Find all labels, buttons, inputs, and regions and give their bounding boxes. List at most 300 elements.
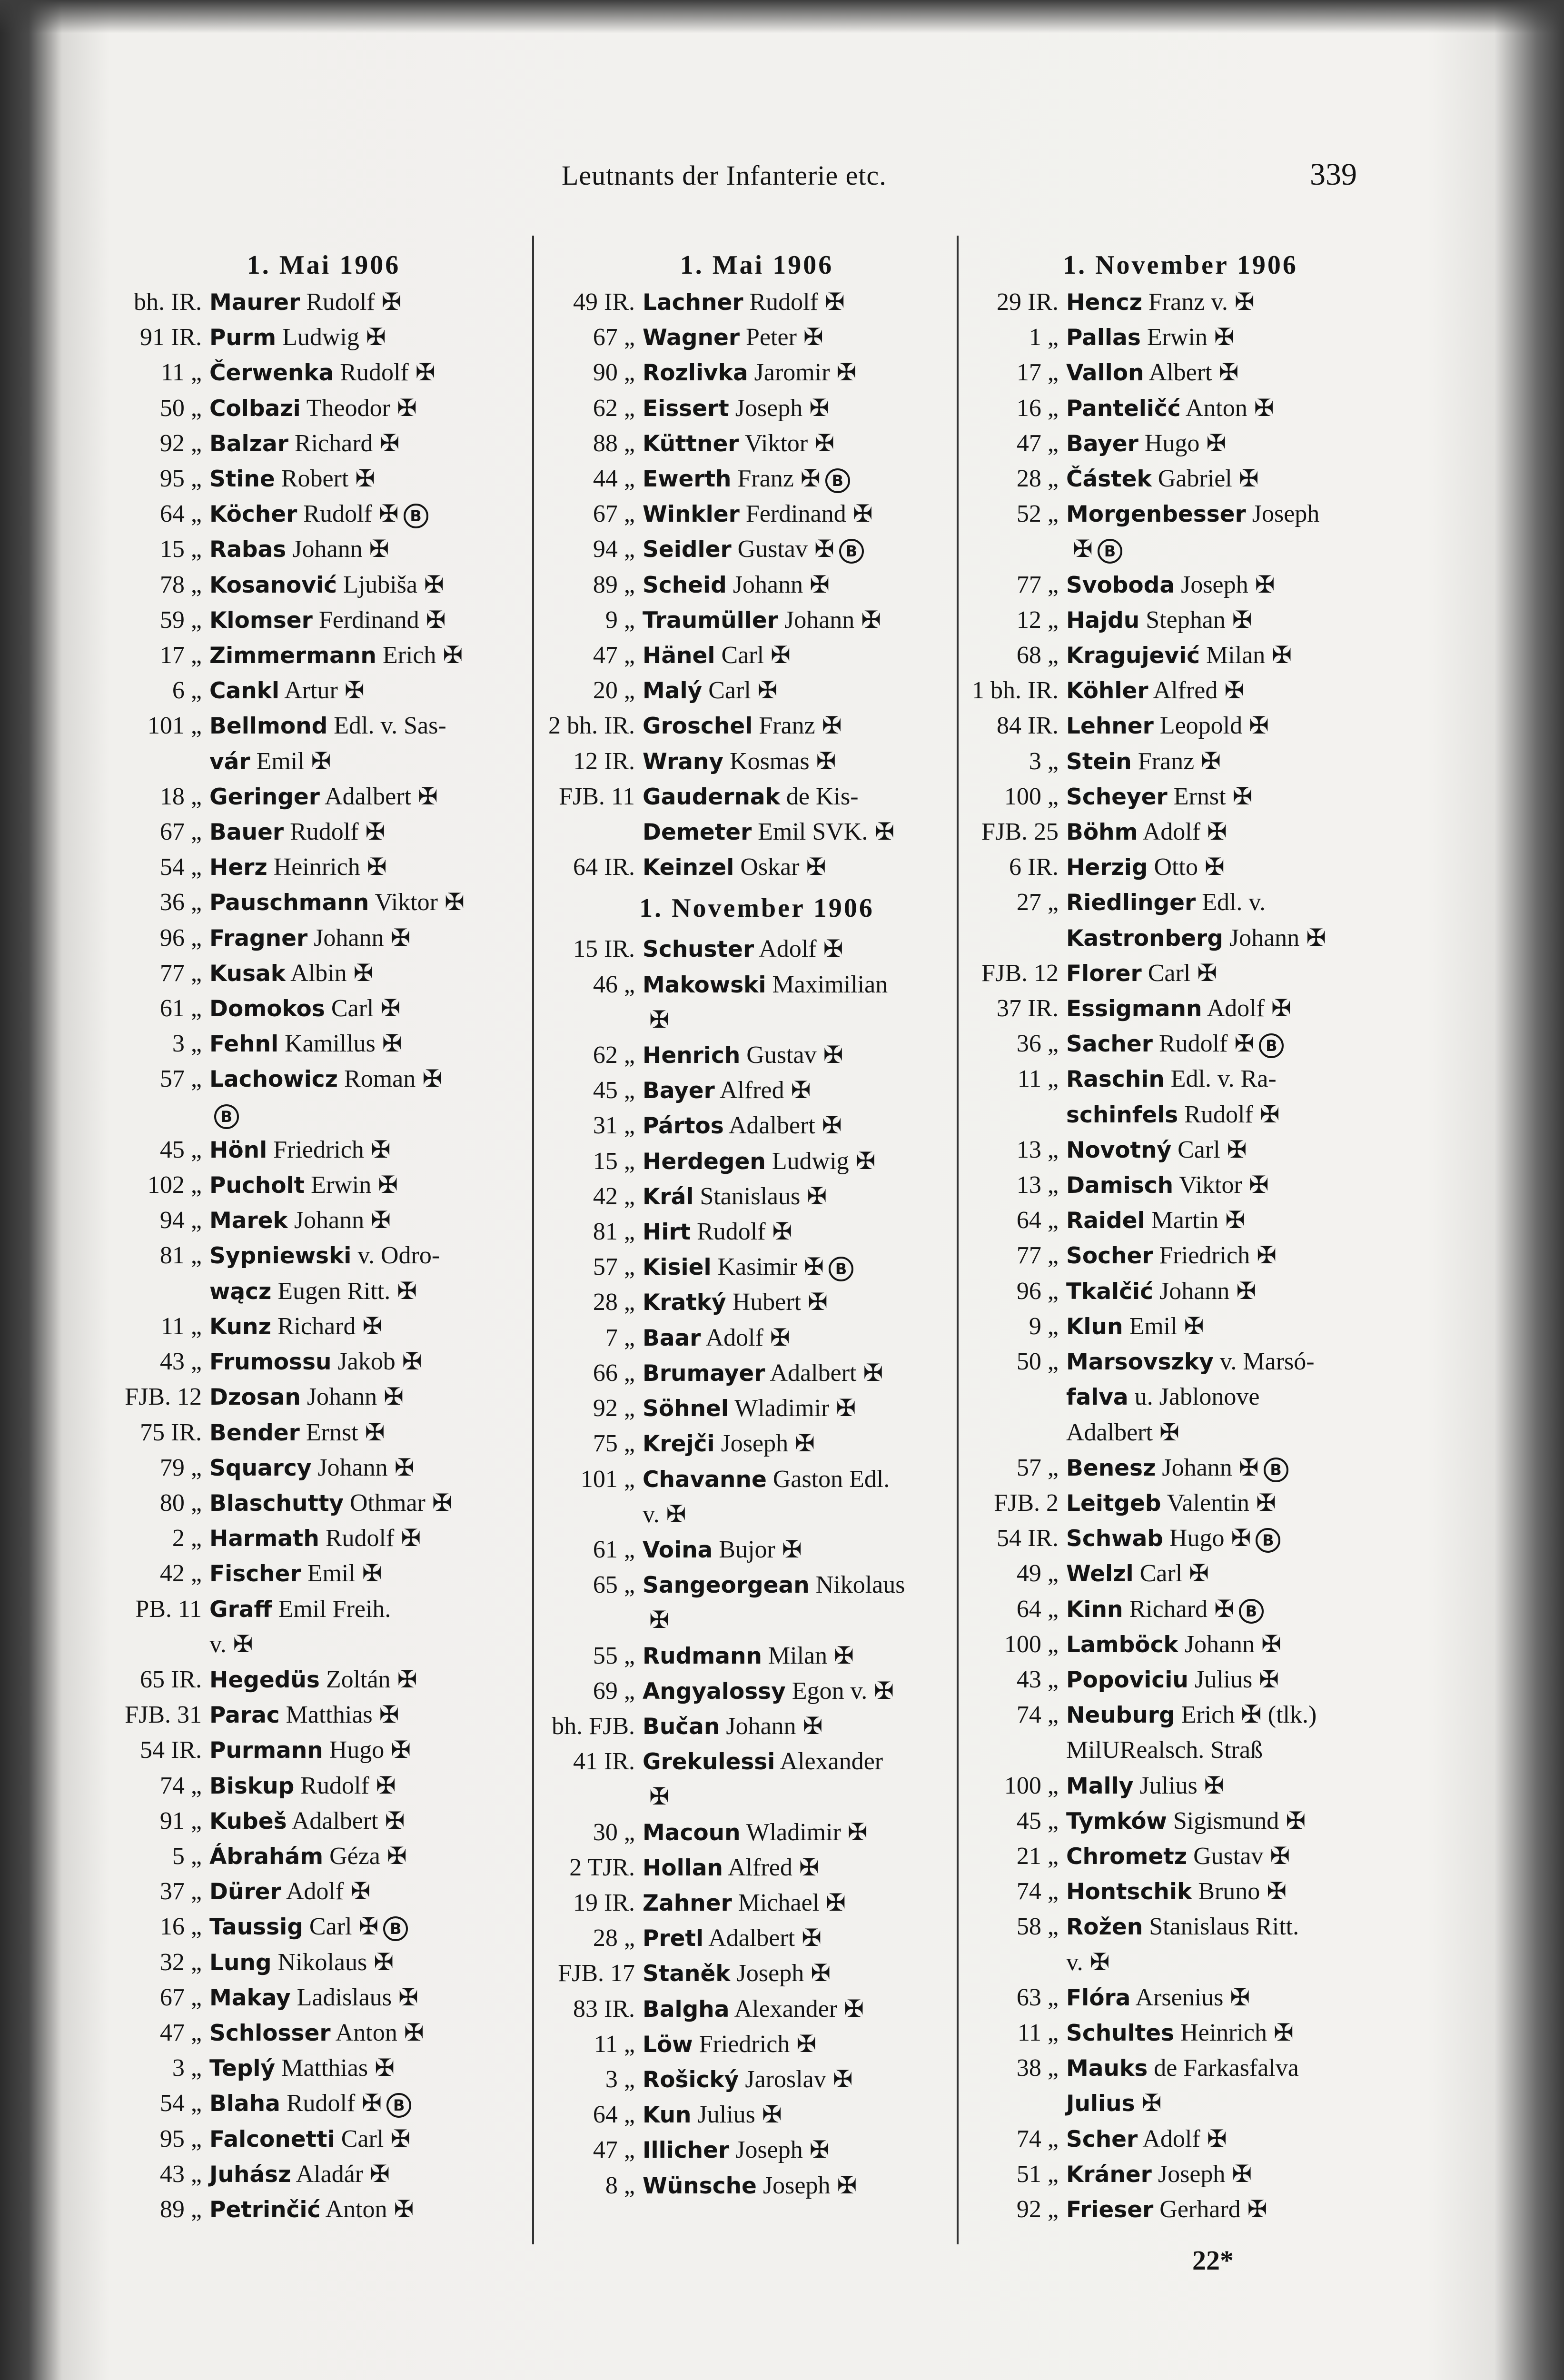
given-name: Joseph xyxy=(721,1430,789,1458)
name-line xyxy=(1066,885,1385,920)
officer-name xyxy=(643,2132,966,2168)
surname: Cankl xyxy=(209,678,280,704)
officer-name xyxy=(1066,320,1390,355)
name-line xyxy=(1066,603,1385,638)
given-name: Leopold xyxy=(1159,712,1243,740)
unit-number: 64 „ xyxy=(1016,1595,1059,1623)
unit-number: 50 „ xyxy=(159,394,202,422)
officer-name xyxy=(209,673,533,708)
surname: Dürer xyxy=(209,1879,281,1905)
name-line xyxy=(209,673,528,708)
officer-name xyxy=(209,885,533,920)
officer-name xyxy=(209,1697,533,1733)
decoration-cross-icon: ✠ xyxy=(844,1994,864,2023)
surname: Demeter xyxy=(643,819,752,846)
given-name: Heinrich xyxy=(1180,2019,1267,2046)
roster-entry xyxy=(547,320,966,355)
decoration-cross-icon: ✠ xyxy=(394,2195,414,2223)
decoration-cross-icon: ✠ xyxy=(344,676,365,704)
surname: falva xyxy=(1066,1384,1128,1411)
decoration-cross-icon: ✠ xyxy=(802,1924,822,1952)
unit-number: 68 „ xyxy=(1016,642,1059,669)
officer-name xyxy=(1066,885,1390,955)
unit-number: 54 IR. xyxy=(140,1736,202,1764)
unit-number: 95 „ xyxy=(159,2125,202,2152)
name-line xyxy=(209,1804,528,1839)
name-line xyxy=(643,461,961,496)
name-line xyxy=(1066,461,1385,496)
name-line xyxy=(643,1815,961,1850)
decoration-cross-icon: ✠ xyxy=(666,1500,686,1528)
given-name: Hugo xyxy=(1144,429,1200,457)
officer-name xyxy=(643,708,966,744)
unit-number: 55 „ xyxy=(593,1642,635,1669)
roster-entry xyxy=(547,603,966,638)
officer-name xyxy=(643,603,966,638)
given-name: v. xyxy=(209,1630,227,1658)
officer-name xyxy=(1066,2192,1390,2227)
given-name: Ferdinand xyxy=(318,606,419,634)
surname: Dzosan xyxy=(209,1384,301,1411)
officer-name xyxy=(643,320,966,355)
name-line xyxy=(1066,1733,1385,1768)
roster-entry xyxy=(971,814,1390,850)
given-name: Franz xyxy=(737,465,794,493)
unit-number: 81 „ xyxy=(593,1218,635,1246)
given-name: Ljubiša xyxy=(343,571,417,598)
decoration-cross-icon: ✠ xyxy=(422,1065,443,1093)
unit-number: 43 „ xyxy=(159,2160,202,2188)
decoration-cross-icon: ✠ xyxy=(397,1277,417,1305)
roster-entry xyxy=(114,1521,533,1556)
officer-name xyxy=(209,461,533,496)
given-name: Johann xyxy=(1162,1454,1232,1481)
officer-name xyxy=(643,1921,966,1956)
given-name: Joseph xyxy=(1181,571,1248,598)
unit-number: 1 „ xyxy=(1029,324,1059,351)
name-line xyxy=(643,1674,961,1709)
officer-name xyxy=(1066,391,1390,426)
surname: Florer xyxy=(1066,960,1142,987)
decoration-cross-icon: ✠ xyxy=(1274,2018,1294,2046)
unit-number: 47 „ xyxy=(1016,429,1059,457)
officer-name xyxy=(1066,1486,1390,1521)
unit-number: 89 „ xyxy=(593,571,635,598)
surname: Herdegen xyxy=(643,1148,766,1175)
name-line xyxy=(643,1744,961,1779)
decoration-cross-icon: ✠ xyxy=(391,1736,411,1764)
officer-name xyxy=(209,956,533,991)
officer-name xyxy=(209,1662,533,1697)
section-heading: 1. November 1906 xyxy=(1063,250,1298,280)
officer-name xyxy=(1066,850,1390,885)
surname: Squarcy xyxy=(209,1455,312,1481)
given-name: Matthias xyxy=(281,2054,368,2082)
name-line xyxy=(209,426,528,461)
unit-number: 42 „ xyxy=(593,1182,635,1210)
decoration-cross-icon: ✠ xyxy=(1256,1488,1276,1517)
name-line xyxy=(643,1073,961,1108)
decoration-cross-icon: ✠ xyxy=(350,1877,371,1905)
unit-number: 44 „ xyxy=(593,465,635,493)
roster-entry xyxy=(971,1026,1390,1061)
surname: Scheid xyxy=(643,572,727,598)
decoration-cross-icon: ✠ xyxy=(396,394,417,422)
name-line xyxy=(643,1250,961,1285)
surname: Benesz xyxy=(1066,1455,1156,1481)
name-line xyxy=(1066,1309,1385,1344)
roster-entry xyxy=(547,1744,966,1815)
roster-entry xyxy=(114,1768,533,1804)
decoration-cross-icon: ✠ xyxy=(378,1171,398,1199)
surname: Schlosser xyxy=(209,2020,331,2046)
name-line xyxy=(209,1592,528,1627)
decoration-cross-icon: ✠ xyxy=(822,712,842,740)
officer-name xyxy=(209,567,533,603)
unit-number: 81 „ xyxy=(159,1242,202,1269)
decoration-cross-icon: ✠ xyxy=(1234,288,1255,316)
roster-entry xyxy=(547,2062,966,2097)
given-name: Valentin xyxy=(1167,1489,1249,1517)
unit-number: 57 „ xyxy=(159,1065,202,1093)
decoration-cross-icon: ✠ xyxy=(374,1948,394,1976)
name-line xyxy=(209,921,528,956)
roster-entry xyxy=(114,1450,533,1486)
roster-entry xyxy=(114,1203,533,1238)
given-name: Adalbert xyxy=(728,1112,815,1140)
officer-name xyxy=(643,285,966,320)
officer-name xyxy=(209,1486,533,1521)
name-line xyxy=(209,1980,528,2015)
given-name: Friedrich xyxy=(273,1136,364,1163)
decoration-cross-icon: ✠ xyxy=(1267,1877,1287,1905)
roster-entry xyxy=(547,1567,966,1638)
circled-b-icon: B xyxy=(825,468,850,493)
roster-entry xyxy=(114,1309,533,1344)
surname: Fehnl xyxy=(209,1031,279,1058)
roster-entry xyxy=(114,1168,533,1203)
name-line xyxy=(1066,1061,1385,1097)
officer-name xyxy=(1066,1662,1390,1697)
section-heading: 1. Mai 1906 xyxy=(680,250,834,280)
decoration-cross-icon: ✠ xyxy=(366,853,387,881)
decoration-cross-icon: ✠ xyxy=(1238,465,1259,493)
unit-number: 47 „ xyxy=(593,2136,635,2164)
officer-name xyxy=(643,2168,966,2203)
surname: Domokos xyxy=(209,996,325,1022)
surname: Mauks xyxy=(1066,2055,1148,2082)
surname: Wünsche xyxy=(643,2172,757,2199)
name-line xyxy=(209,320,528,355)
decoration-cross-icon: ✠ xyxy=(762,2101,782,2129)
given-name: Viktor xyxy=(375,889,438,916)
unit-number: 27 „ xyxy=(1016,889,1059,916)
decoration-cross-icon: ✠ xyxy=(796,2030,817,2058)
given-name: Peter xyxy=(746,324,797,351)
decoration-cross-icon: ✠ xyxy=(371,1206,391,1234)
roster-entry xyxy=(971,744,1390,779)
decoration-cross-icon: ✠ xyxy=(771,641,791,669)
name-line xyxy=(643,1356,961,1391)
decoration-cross-icon: ✠ xyxy=(1259,1100,1280,1128)
surname: Rošický xyxy=(643,2066,739,2093)
officer-name xyxy=(209,1203,533,1238)
officer-name xyxy=(1066,744,1390,779)
unit-number: 21 „ xyxy=(1016,1842,1059,1870)
given-name: Adolf xyxy=(286,1878,344,1905)
officer-name xyxy=(643,1709,966,1744)
roster-entry xyxy=(971,1980,1390,2015)
unit-number: 16 „ xyxy=(159,1913,202,1941)
roster-entry xyxy=(114,1486,533,1521)
decoration-cross-icon: ✠ xyxy=(401,1524,421,1552)
surname: Eissert xyxy=(643,395,729,422)
officer-name xyxy=(1066,991,1390,1026)
unit-number: FJB. 12 xyxy=(125,1383,202,1411)
roster-entry xyxy=(547,1356,966,1391)
given-name: Erwin xyxy=(1147,324,1208,351)
decoration-cross-icon: ✠ xyxy=(826,1888,846,1916)
officer-name xyxy=(1066,1026,1390,1061)
decoration-cross-icon: ✠ xyxy=(355,465,376,493)
given-name: Alexander xyxy=(780,1748,883,1775)
given-name: Gustav xyxy=(737,536,808,563)
decoration-cross-icon: ✠ xyxy=(426,605,446,634)
surname: Pucholt xyxy=(209,1172,305,1199)
roster-entry xyxy=(971,1238,1390,1273)
unit-number: FJB. 11 xyxy=(559,783,635,810)
roster-entry xyxy=(547,932,966,967)
decoration-cross-icon: ✠ xyxy=(823,1041,843,1069)
decoration-cross-icon: ✠ xyxy=(366,323,386,351)
unit-number: 3 „ xyxy=(1029,747,1059,775)
name-line xyxy=(643,1462,961,1497)
roster-entry xyxy=(114,673,533,708)
surname: Marek xyxy=(209,1208,288,1234)
roster-entry xyxy=(114,567,533,603)
decoration-cross-icon: ✠ xyxy=(365,1418,385,1446)
name-line xyxy=(209,1344,528,1379)
roster-entry xyxy=(547,1285,966,1320)
decoration-cross-icon: ✠ xyxy=(1207,2124,1227,2152)
unit-number: 11 „ xyxy=(1017,1065,1059,1093)
given-name: Maximilian xyxy=(772,971,888,998)
surname: Damisch xyxy=(1066,1172,1174,1199)
unit-number: 3 „ xyxy=(172,2054,202,2082)
name-line xyxy=(643,285,961,320)
unit-number: 61 „ xyxy=(159,995,202,1022)
decoration-cross-icon: ✠ xyxy=(381,288,402,316)
decoration-cross-icon: ✠ xyxy=(807,1182,827,1210)
surname: Krejči xyxy=(643,1431,715,1458)
unit-number: 11 „ xyxy=(160,1312,202,1340)
roster-entry xyxy=(971,1874,1390,1909)
given-name: Franz xyxy=(1138,747,1195,775)
decoration-cross-icon: ✠ xyxy=(390,2124,411,2152)
given-name: Franz v. xyxy=(1148,288,1228,316)
given-name: Erich xyxy=(382,642,436,669)
unit-number: 17 „ xyxy=(159,642,202,669)
surname: Biskup xyxy=(209,1773,295,1799)
decoration-cross-icon: ✠ xyxy=(353,959,374,987)
circled-b-icon: B xyxy=(386,2093,411,2118)
name-line xyxy=(1066,1379,1385,1415)
name-line xyxy=(209,532,528,567)
given-name: Matthias xyxy=(286,1701,373,1729)
officer-name xyxy=(1066,1909,1390,1980)
decoration-cross-icon: ✠ xyxy=(390,923,411,952)
roster-entry xyxy=(971,1344,1390,1450)
roster-entry xyxy=(547,1250,966,1285)
unit-number: 19 IR. xyxy=(573,1889,635,1916)
unit-number: FJB. 2 xyxy=(994,1489,1059,1517)
officer-name xyxy=(209,1592,533,1662)
unit-number: 74 „ xyxy=(1016,1701,1059,1729)
officer-name xyxy=(209,991,533,1026)
roster-entry xyxy=(114,1874,533,1909)
unit-number: 8 „ xyxy=(605,2172,635,2199)
name-line xyxy=(209,2157,528,2192)
decoration-cross-icon: ✠ xyxy=(799,1853,819,1881)
roster-entry xyxy=(114,1238,533,1309)
decoration-cross-icon: ✠ xyxy=(394,1453,415,1481)
surname: Frieser xyxy=(1066,2196,1154,2223)
decoration-cross-icon: ✠ xyxy=(832,2065,853,2093)
officer-name xyxy=(643,1885,966,1921)
name-line xyxy=(209,1733,528,1768)
unit-number: 43 „ xyxy=(159,1348,202,1376)
surname: Gaudernak xyxy=(643,783,780,810)
name-line xyxy=(209,708,528,744)
decoration-cross-icon: ✠ xyxy=(874,818,895,846)
name-line xyxy=(209,461,528,496)
roster-entry xyxy=(971,1909,1390,1980)
surname: Herzig xyxy=(1066,854,1148,881)
roster-entry xyxy=(114,814,533,850)
unit-number: 11 „ xyxy=(594,2030,635,2058)
decoration-cross-icon: ✠ xyxy=(417,782,438,810)
name-line xyxy=(209,1839,528,1874)
running-head xyxy=(0,159,1564,198)
surname: Morgenbesser xyxy=(1066,501,1246,528)
roster-entry xyxy=(114,496,533,532)
unit-number: 90 „ xyxy=(593,359,635,387)
unit-number: 79 „ xyxy=(159,1454,202,1481)
officer-name xyxy=(1066,1238,1390,1273)
roster-entry xyxy=(114,1980,533,2015)
surname: Essigmann xyxy=(1066,996,1202,1022)
officer-name xyxy=(1066,1768,1390,1804)
given-name: Adalbert xyxy=(325,783,411,810)
name-line xyxy=(1066,496,1385,532)
surname: Rabas xyxy=(209,536,287,563)
roster-entry xyxy=(971,2015,1390,2051)
unit-number: 62 „ xyxy=(593,394,635,422)
name-line xyxy=(209,814,528,850)
surname: Hönl xyxy=(209,1137,267,1163)
surname: Kratký xyxy=(643,1289,726,1316)
surname: Geringer xyxy=(209,783,320,810)
unit-number: FJB. 25 xyxy=(981,818,1059,846)
decoration-cross-icon: ✠ xyxy=(385,1806,405,1835)
name-line xyxy=(1066,391,1385,426)
decoration-cross-icon: ✠ xyxy=(1236,1277,1257,1305)
roster-entry xyxy=(971,1486,1390,1521)
officer-name xyxy=(1066,461,1390,496)
unit-number: 49 IR. xyxy=(573,288,635,316)
unit-number: 11 „ xyxy=(160,359,202,387)
given-name: Robert xyxy=(281,465,349,493)
decoration-cross-icon: ✠ xyxy=(649,1606,669,1634)
officer-name xyxy=(209,850,533,885)
given-name: Joseph xyxy=(1158,2160,1226,2188)
given-name: Alfred xyxy=(719,1077,784,1104)
given-name: Adolf xyxy=(1207,995,1265,1022)
officer-name xyxy=(643,391,966,426)
given-name: Albin xyxy=(290,959,347,987)
surname: Frumossu xyxy=(209,1349,332,1376)
officer-name xyxy=(209,1132,533,1168)
surname: Pauschmann xyxy=(209,890,369,916)
surname: Leitgeb xyxy=(1066,1490,1161,1517)
decoration-cross-icon: ✠ xyxy=(384,1383,404,1411)
officer-name xyxy=(1066,567,1390,603)
decoration-cross-icon: ✠ xyxy=(837,2171,857,2199)
name-line xyxy=(209,885,528,920)
surname: Ewerth xyxy=(643,466,732,493)
given-name: Alexander xyxy=(734,1995,838,2023)
surname: Rožen xyxy=(1066,1914,1143,1941)
surname: Klun xyxy=(1066,1313,1123,1340)
surname: Zimmermann xyxy=(209,643,376,669)
section-heading: 1. Mai 1906 xyxy=(247,250,401,280)
decoration-cross-icon: ✠ xyxy=(795,1429,815,1458)
name-line xyxy=(1066,1238,1385,1273)
surname: Löw xyxy=(643,2031,693,2058)
unit-number: 13 „ xyxy=(1016,1136,1059,1163)
roster-entry xyxy=(114,2157,533,2192)
decoration-cross-icon: ✠ xyxy=(1230,1983,1250,2011)
given-name: Gustav xyxy=(1193,1842,1264,1870)
given-name: Johann xyxy=(1159,1277,1230,1305)
given-name: Anton xyxy=(335,2019,397,2046)
name-line xyxy=(643,1850,961,1885)
given-name: de Kis- xyxy=(786,783,859,810)
roster-entry xyxy=(971,1556,1390,1591)
officer-name xyxy=(643,1744,966,1815)
given-name: Kasimir xyxy=(717,1253,798,1281)
officer-name xyxy=(643,1214,966,1250)
unit-number: 67 „ xyxy=(593,324,635,351)
unit-number: 30 „ xyxy=(593,1818,635,1846)
decoration-cross-icon: ✠ xyxy=(836,1394,856,1422)
surname: Vallon xyxy=(1066,360,1144,387)
unit-number: 36 „ xyxy=(1016,1030,1059,1058)
given-name: Adalbert xyxy=(291,1807,378,1835)
given-name: Rudolf xyxy=(1184,1101,1253,1128)
surname: Falconetti xyxy=(209,2126,335,2152)
name-line xyxy=(643,391,961,426)
surname: Grekulessi xyxy=(643,1749,775,1775)
unit-number: 67 „ xyxy=(159,1983,202,2011)
name-line xyxy=(1066,1097,1385,1132)
unit-number: 2 „ xyxy=(172,1525,202,1552)
decoration-cross-icon: ✠ xyxy=(811,1959,831,1987)
given-name: Hugo xyxy=(329,1736,385,1764)
name-line xyxy=(643,1532,961,1567)
name-line xyxy=(209,391,528,426)
name-line xyxy=(643,1921,961,1956)
